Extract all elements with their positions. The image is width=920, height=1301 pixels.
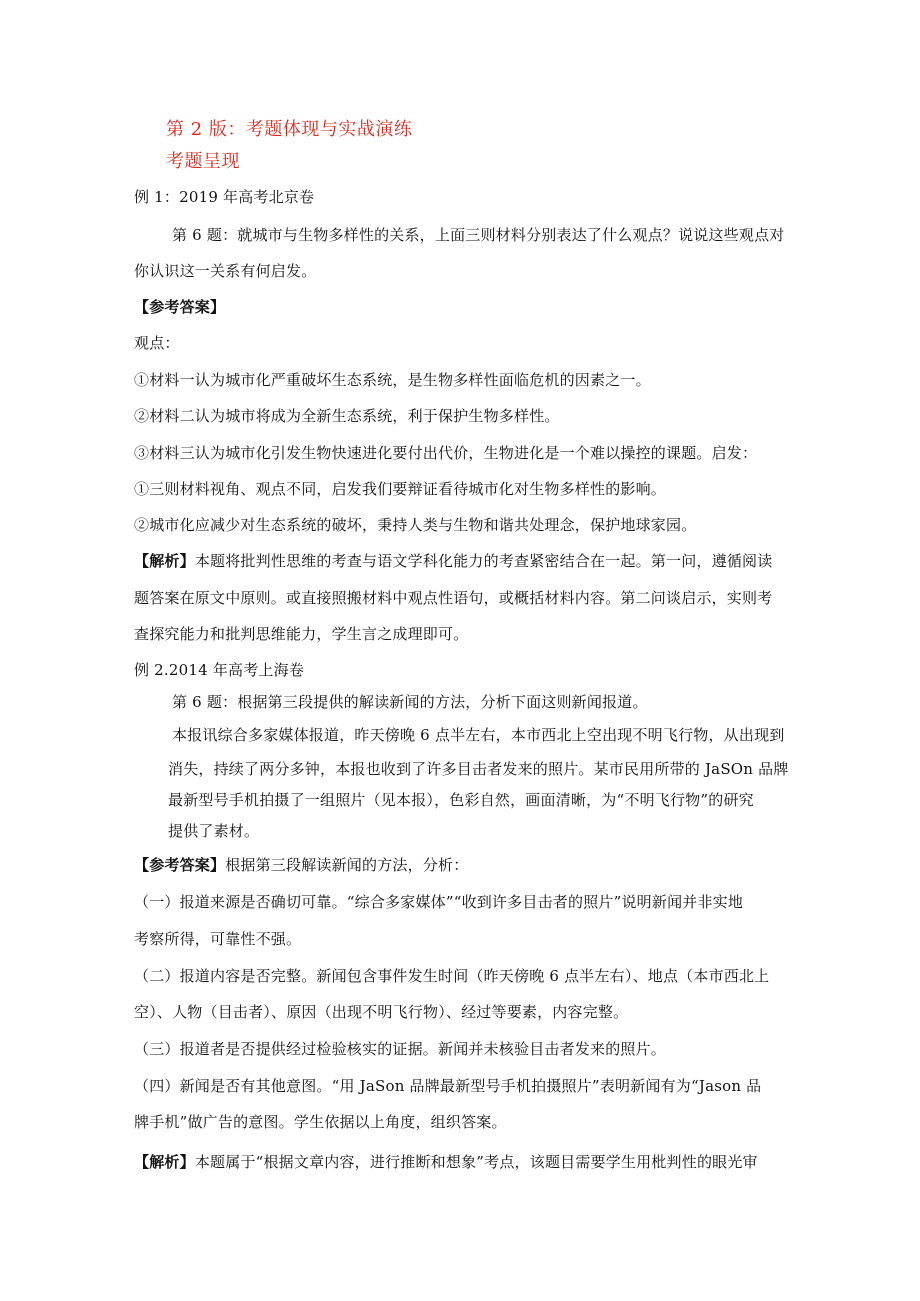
- example-1-answer-tag: 【参考答案】: [134, 298, 226, 316]
- example-2-news-line: 最新型号手机拍摄了一组照片（见本报），色彩自然，画面清晰，为“不明飞行物”的研究: [168, 791, 754, 809]
- example-2-answer-heading: [134, 856, 794, 874]
- example-1-answer-line: ②城市化应减少对生态系统的破坏，秉持人类与生物和谐共处理念，保护地球家园。: [134, 516, 697, 534]
- example-1-question-line-1: 第 6 题：就城市与生物多样性的关系，上面三则材料分别表达了什么观点？说说这些观点对: [172, 226, 785, 244]
- example-2-label: 例 2.2014 年高考上海卷: [134, 661, 305, 679]
- example-1-analysis-line-2: 题答案在原文中原则。或直接照搬材料中观点性语句，或概括材料内容。第二问谈启示，实则考: [134, 589, 773, 607]
- example-2-news-line: 消失，持续了两分多钟，本报也收到了许多目击者发来的照片。某市民用所带的 JaSOn 品牌: [168, 760, 789, 778]
- example-1-analysis-text: 本题将批判性思维的考查与语文学科化能力的考查紧密结合在一起。第一问，遵循阅读: [194, 552, 773, 570]
- example-2-analysis-text: 本题属于“根据文章内容，进行推断和想象”考点，该题目需要学生用枇判性的眼光审: [194, 1153, 758, 1171]
- example-2-answer-line: 牌手机”做广告的意图。学生依据以上角度，组织答案。: [134, 1113, 507, 1131]
- example-1-analysis-line-3: 查探究能力和批判思维能力，学生言之成理即可。: [134, 625, 469, 643]
- example-2-answer-intro: 根据第三段解读新闻的方法，分析：: [225, 856, 469, 874]
- example-2-answer-line: 考察所得，可靠性不强。: [134, 930, 302, 948]
- example-1-answer-line: 观点：: [134, 334, 180, 352]
- example-2-question: 第 6 题：根据第三段提供的解读新闻的方法，分析下面这则新闻报道。: [172, 693, 648, 711]
- example-1-question-line-2: 你认识这一关系有何启发。: [134, 262, 317, 280]
- sub-title: 考题呈现: [166, 151, 240, 172]
- example-1-answer-line: ①三则材料视角、观点不同，启发我们要辩证看待城市化对生物多样性的影响。: [134, 480, 667, 498]
- example-1-analysis-line-1: [134, 552, 794, 570]
- example-2-answer-line: 空）、人物（目击者）、原因（出现不明飞行物）、经过等要素，内容完整。: [134, 1003, 629, 1021]
- example-1-analysis-tag: 【解析】: [134, 552, 195, 570]
- section-title: 第 2 版：考题体现与实战演练: [166, 119, 413, 140]
- example-2-answer-line: （二）报道内容是否完整。新闻包含事件发生时间（昨天傍晚 6 点半左右）、地点（本市西北上: [134, 967, 770, 985]
- example-2-answer-line: （四）新闻是否有其他意图。“用 JaSon 品牌最新型号手机拍摄照片”表明新闻有为“Jason 品: [134, 1077, 762, 1095]
- example-2-answer-line: （三）报道者是否提供经过检验核实的证据。新闻并未核验目击者发来的照片。: [134, 1040, 667, 1058]
- example-2-answer-tag: 【参考答案】: [134, 856, 226, 874]
- example-1-answer-line: ②材料二认为城市将成为全新生态系统，利于保护生物多样性。: [134, 407, 560, 425]
- example-1-answer-line: ①材料一认为城市化严重破坏生态系统，是生物多样性面临危机的因素之一。: [134, 371, 651, 389]
- example-2-news-line: 提供了素材。: [168, 822, 260, 840]
- example-2-analysis-tag: 【解析】: [134, 1153, 195, 1171]
- example-2-news-line: 本报讯综合多家媒体报道，昨天傍晚 6 点半左右，本市西北上空出现不明飞行物，从出现到: [172, 726, 785, 744]
- example-1-label: 例 1：2019 年高考北京卷: [134, 188, 315, 206]
- example-2-analysis-line: [134, 1153, 794, 1171]
- example-2-answer-line: （一）报道来源是否确切可靠。“综合多家媒体”“收到许多目击者的照片”说明新闻并非实地: [134, 893, 744, 911]
- example-1-answer-line: ③材料三认为城市化引发生物快速进化要付出代价，生物进化是一个难以操控的课题。启发：: [134, 444, 758, 462]
